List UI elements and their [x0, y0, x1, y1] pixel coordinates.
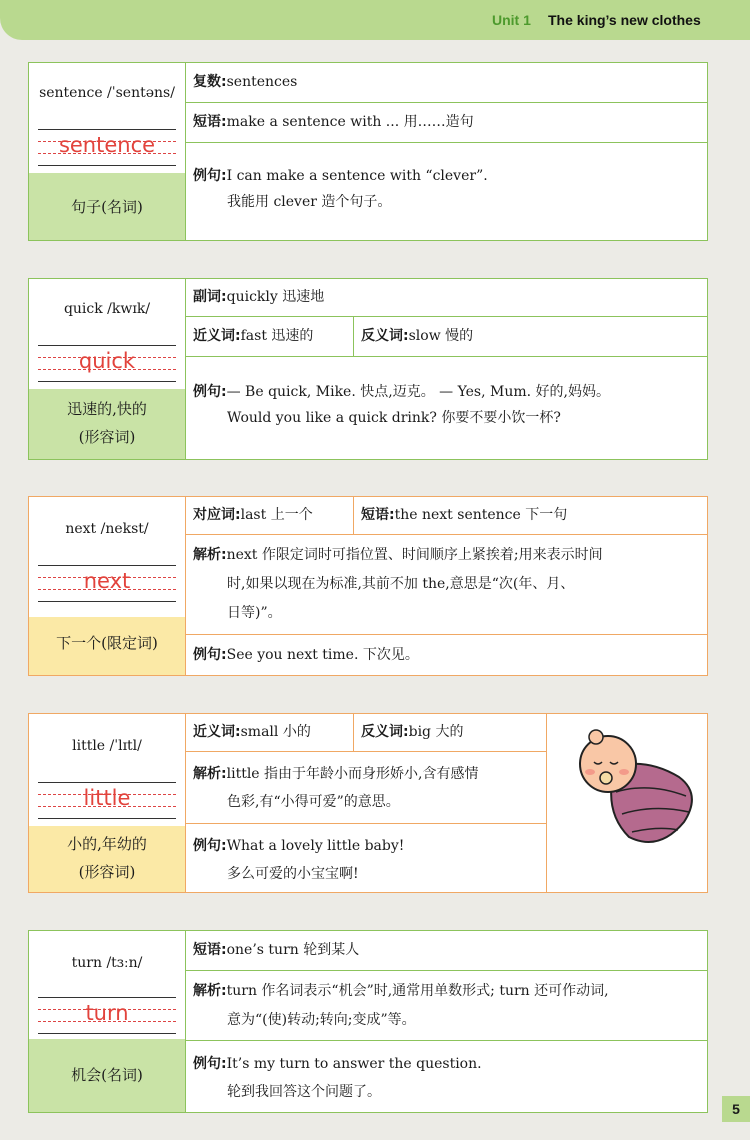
writing-lines: [38, 565, 176, 603]
row-adverb: 副词:quickly 迅速地: [186, 279, 707, 317]
vocab-card-turn: [28, 930, 708, 1113]
row-synonym: 近义词:small 小的: [186, 714, 354, 752]
row-analysis: 解析:little 指由于年龄小而身形娇小,含有感情 色彩,有“小得可爱”的意思。: [186, 752, 547, 824]
word-written: sentence: [58, 133, 156, 157]
row-example: 例句:I can make a sentence with “clever”. 我能用 clever 造个句子。: [193, 168, 488, 210]
row-example: 例句:It’s my turn to answer the question. 轮到我回答这个问题了。: [193, 1056, 482, 1100]
word-meaning: 迅速的,快的: [67, 400, 147, 418]
word-pos: (形容词): [78, 428, 136, 446]
word-panel: [29, 931, 186, 1112]
word-meaning: 下一个(限定词): [56, 634, 158, 652]
word-pos: (形容词): [78, 863, 136, 881]
writing-lines: [38, 782, 176, 820]
row-example: 例句:See you next time. 下次见。: [193, 647, 419, 663]
vocab-card-quick: [28, 278, 708, 460]
unit-label: Unit 1: [492, 12, 531, 28]
word-headword: turn /tɜːn/: [71, 955, 143, 971]
row-analysis: 解析:turn 作名词表示“机会”时,通常用单数形式; turn 还可作动词, 意为“(使)转动;转向;变成”等。: [186, 971, 707, 1041]
row-analysis: 解析:next 作限定词时可指位置、时间顺序上紧挨着;用来表示时间 时,如果以现在为标准,其前不加 the,意思是“次(年、月、 日等)”。: [186, 535, 707, 635]
word-meaning: 小的,年幼的: [67, 835, 147, 853]
word-headword: sentence /ˈsentəns/: [39, 85, 175, 101]
writing-lines: [38, 997, 176, 1035]
word-meaning: 句子(名词): [71, 198, 143, 216]
word-panel: [29, 63, 186, 240]
row-counterpart: 对应词:last 上一个: [186, 497, 354, 535]
unit-title: The king’s new clothes: [548, 12, 701, 28]
writing-lines: [38, 345, 176, 383]
row-antonym: 反义词:slow 慢的: [354, 317, 707, 357]
word-headword: next /nekst/: [65, 521, 149, 537]
row-plural: 复数:sentences: [186, 63, 707, 103]
word-panel: [29, 497, 186, 675]
word-panel: [29, 279, 186, 459]
word-written: little: [83, 786, 131, 810]
page-header: [0, 0, 750, 40]
baby-illustration: [574, 722, 704, 852]
word-panel: [29, 714, 186, 892]
row-phrase: 短语:the next sentence 下一句: [354, 497, 707, 535]
writing-lines: [38, 129, 176, 167]
word-written: next: [83, 569, 131, 593]
word-written: turn: [85, 1001, 129, 1025]
row-example: 例句:What a lovely little baby! 多么可爱的小宝宝啊!: [186, 824, 547, 892]
vocab-card-sentence: [28, 62, 708, 241]
word-written: quick: [78, 349, 136, 373]
row-antonym: 反义词:big 大的: [354, 714, 547, 752]
vocab-card-next: [28, 496, 708, 676]
row-phrase: 短语:one’s turn 轮到某人: [186, 931, 707, 971]
word-headword: quick /kwɪk/: [63, 301, 151, 317]
row-phrase: 短语:make a sentence with ... 用……造句: [186, 103, 707, 143]
row-synonym: 近义词:fast 迅速的: [186, 317, 354, 357]
page-number: 5: [722, 1096, 750, 1122]
word-meaning: 机会(名词): [71, 1066, 143, 1084]
word-headword: little /ˈlɪtl/: [72, 738, 142, 754]
row-example: 例句:— Be quick, Mike. 快点,迈克。 — Yes, Mum. 好的,妈妈。 Would you like a quick drink? 你要不要小饮一杯?: [193, 384, 610, 426]
